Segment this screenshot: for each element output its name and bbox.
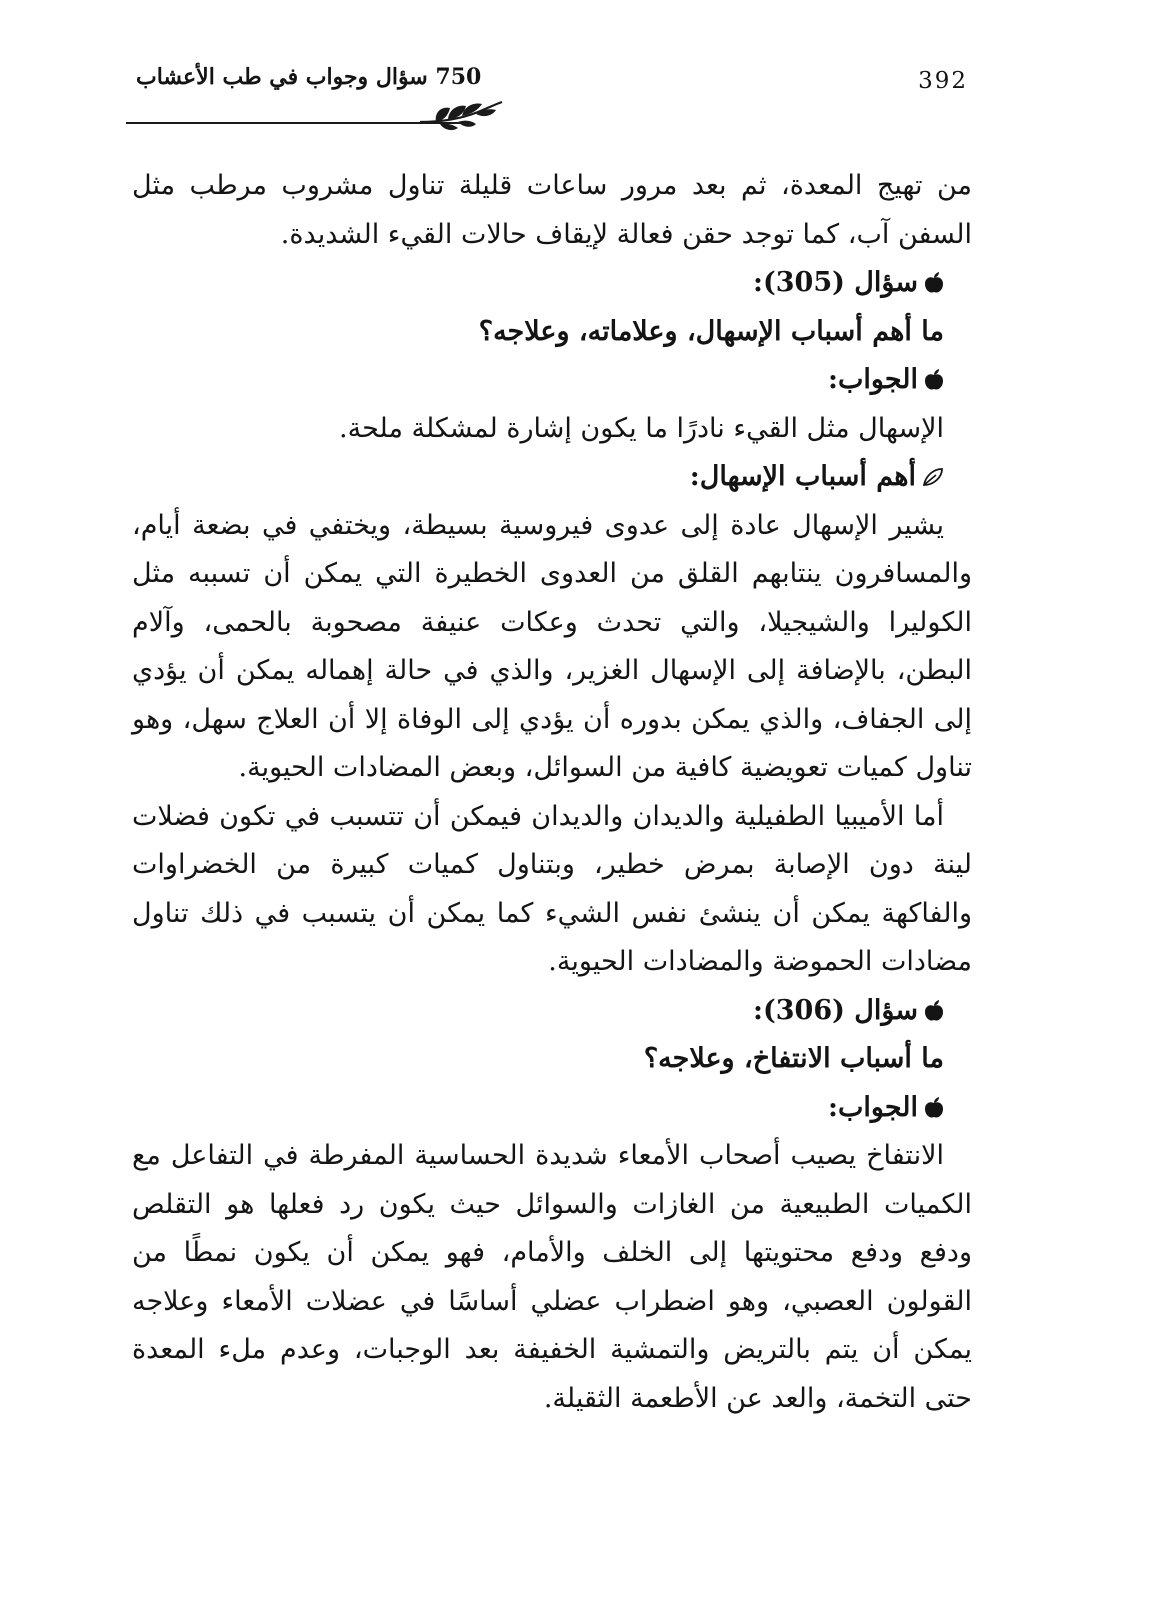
page-number: 392 bbox=[918, 68, 968, 94]
leaf-ornament-icon bbox=[418, 98, 504, 134]
causes-paragraph-1: يشير الإسهال عادة إلى عدوى فيروسية بسيطة، ويختفي في بضعة أيام، والمسافرون ينتابهم القلق من العدوى الخطيرة التي يمكن أن تسببه مثل الكوليرا والشيجيلا، والتي تحدث وعكات عنيفة مصحوبة بالحمى، وآلام البطن، بالإضافة إلى الإسهال الغزير، والذي في حالة إهماله يمكن أن يؤدي إلى الجفاف، والذي يمكن بدوره أن يؤدي إلى الوفاة إلا أن العلاج سهل، وهو تناول كميات تعويضية كافية من السوائل، وبعض المضادات الحيوية. bbox=[132, 509, 972, 783]
answer-305-heading bbox=[132, 356, 972, 405]
apple-bullet-icon bbox=[924, 1097, 944, 1119]
question-305-text: ما أهم أسباب الإسهال، وعلاماته، وعلاجه؟ bbox=[478, 315, 944, 347]
intro-paragraph: من تهيج المعدة، ثم بعد مرور ساعات قليلة تناول مشروب مرطب مثل السفن آب، كما توجد حقن فعالة لإيقاف حالات القيء الشديدة. bbox=[132, 170, 972, 250]
leaf-bullet-icon bbox=[922, 467, 944, 487]
apple-bullet-icon bbox=[924, 369, 944, 391]
question-305-label: سؤال (305): bbox=[753, 267, 918, 298]
question-305-heading bbox=[132, 259, 972, 308]
answer-306-label: الجواب: bbox=[828, 1091, 918, 1123]
apple-bullet-icon bbox=[924, 1000, 944, 1022]
answer-306-paragraph: الانتفاخ يصيب أصحاب الأمعاء شديدة الحساسية المفرطة في التفاعل مع الكميات الطبيعية من الغازات والسوائل حيث يكون رد فعلها هو التقلص ودفع ودفع محتويتها إلى الخلف والأمام، فهو يمكن أن يكون نمطًا من القولون العصبي، وهو اضطراب عضلي أساسًا في عضلات الأمعاء وعلاجه يمكن أن يتم بالتريض والتمشية الخفيفة بعد الوجبات، وعدم ملء المعدة حتى التخمة، والعد عن الأطعمة الثقيلة. bbox=[132, 1140, 973, 1414]
page-content bbox=[132, 162, 972, 1423]
answer-305-intro: الإسهال مثل القيء نادرًا ما يكون إشارة لمشكلة ملحة. bbox=[339, 412, 944, 444]
answer-306-heading bbox=[132, 1084, 972, 1133]
apple-bullet-icon bbox=[924, 272, 944, 294]
running-header bbox=[136, 62, 968, 110]
causes-paragraph-2: أما الأميبيا الطفيلية والديدان والديدان فيمكن أن تتسبب في تكون فضلات لينة دون الإصابة بمرض خطير، وبتناول كميات كبيرة من الخضراوات والفاكهة يمكن أن ينشئ نفس الشيء كما يمكن أن يتسبب في ذلك تناول مضادات الحموضة والمضادات الحيوية. bbox=[132, 800, 972, 977]
answer-305-label: الجواب: bbox=[828, 364, 918, 395]
question-306-heading bbox=[132, 987, 972, 1036]
question-306-label: سؤال (306): bbox=[753, 994, 918, 1026]
header-rule bbox=[126, 122, 462, 124]
running-title: 750 سؤال وجواب في طب الأعشاب bbox=[136, 64, 482, 90]
causes-subheading-text: أهم أسباب الإسهال: bbox=[689, 461, 916, 492]
question-306-text: ما أسباب الانتفاخ، وعلاجه؟ bbox=[643, 1043, 944, 1074]
causes-subheading bbox=[132, 453, 972, 502]
